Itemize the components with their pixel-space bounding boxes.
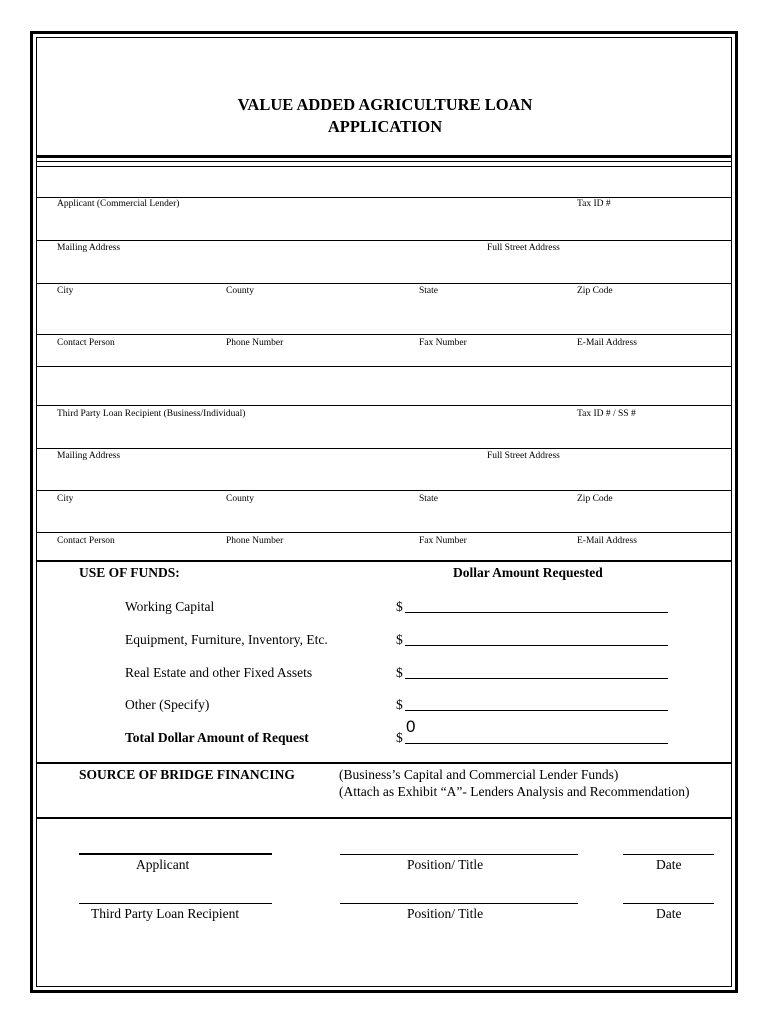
currency-symbol: $: [396, 697, 403, 712]
form-title-line1: VALUE ADDED AGRICULTURE LOAN: [237, 95, 533, 114]
bridge-financing-line1: (Business’s Capital and Commercial Lender Funds): [339, 767, 619, 782]
recipient-county-label: County: [226, 494, 254, 504]
applicant-position-label: Position/ Title: [407, 857, 484, 872]
recipient-state-label: State: [419, 494, 438, 504]
recipient-city-label: City: [57, 494, 74, 504]
applicant-city-label: City: [57, 286, 74, 296]
row-divider: [37, 240, 731, 241]
applicant-fax-label: Fax Number: [419, 338, 467, 348]
working-capital-amount-field[interactable]: [405, 612, 668, 613]
row-divider: [37, 334, 731, 335]
recipient-position-line[interactable]: [340, 903, 578, 904]
other-amount-field[interactable]: [405, 710, 668, 711]
row-divider: [37, 283, 731, 284]
currency-symbol: $: [396, 599, 403, 614]
section-divider: [37, 366, 731, 367]
title-rule-thick: [37, 155, 731, 158]
recipient-mailing-label: Mailing Address: [57, 451, 121, 461]
currency-symbol: $: [396, 665, 403, 680]
recipient-zip-label: Zip Code: [577, 494, 613, 504]
recipient-signature-label: Third Party Loan Recipient: [91, 906, 240, 921]
recipient-email-label: E-Mail Address: [577, 536, 637, 546]
recipient-phone-label: Phone Number: [226, 536, 284, 546]
real-estate-amount-field[interactable]: [405, 678, 668, 679]
recipient-fax-label: Fax Number: [419, 536, 467, 546]
applicant-tax-id-label: Tax ID #: [577, 199, 611, 209]
applicant-mailing-label: Mailing Address: [57, 243, 121, 253]
applicant-signature-label: Applicant: [136, 857, 190, 872]
recipient-tax-id-label: Tax ID # / SS #: [577, 409, 636, 419]
recipient-date-line[interactable]: [623, 903, 714, 904]
recipient-label: Third Party Loan Recipient (Business/Individual): [57, 409, 246, 419]
applicant-contact-label: Contact Person: [57, 338, 115, 348]
section-divider-thick: [37, 817, 731, 819]
working-capital-label: Working Capital: [125, 599, 215, 614]
row-divider: [37, 490, 731, 491]
recipient-date-label: Date: [656, 906, 682, 921]
section-divider-thick: [37, 762, 731, 764]
section-divider: [37, 166, 731, 167]
applicant-position-line[interactable]: [340, 854, 578, 855]
total-amount-label: Total Dollar Amount of Request: [125, 730, 309, 745]
dollar-amount-heading: Dollar Amount Requested: [453, 565, 603, 580]
applicant-county-label: County: [226, 286, 254, 296]
row-divider: [37, 405, 731, 406]
other-specify-label: Other (Specify): [125, 697, 210, 712]
title-rule-thin: [37, 161, 731, 162]
applicant-state-label: State: [419, 286, 438, 296]
currency-symbol: $: [396, 730, 403, 745]
applicant-email-label: E-Mail Address: [577, 338, 637, 348]
bridge-financing-heading: SOURCE OF BRIDGE FINANCING: [79, 767, 295, 782]
applicant-date-line[interactable]: [623, 854, 714, 855]
row-divider: [37, 532, 731, 533]
equipment-label: Equipment, Furniture, Inventory, Etc.: [125, 632, 328, 647]
bridge-financing-line2: (Attach as Exhibit “A”- Lenders Analysis and Recommendation): [339, 784, 690, 799]
applicant-phone-label: Phone Number: [226, 338, 284, 348]
equipment-amount-field[interactable]: [405, 645, 668, 646]
applicant-street-label: Full Street Address: [487, 243, 560, 253]
applicant-signature-line[interactable]: [79, 853, 272, 855]
use-of-funds-heading: USE OF FUNDS:: [79, 565, 180, 580]
form-title-line2: APPLICATION: [327, 117, 443, 136]
currency-symbol: $: [396, 632, 403, 647]
recipient-signature-line[interactable]: [79, 903, 272, 904]
real-estate-label: Real Estate and other Fixed Assets: [125, 665, 313, 680]
total-amount-value[interactable]: 0: [406, 717, 416, 736]
total-amount-field[interactable]: [405, 743, 668, 744]
section-divider-thick: [37, 560, 731, 562]
applicant-label: Applicant (Commercial Lender): [57, 199, 180, 209]
applicant-date-label: Date: [656, 857, 682, 872]
recipient-contact-label: Contact Person: [57, 536, 115, 546]
recipient-street-label: Full Street Address: [487, 451, 560, 461]
recipient-position-label: Position/ Title: [407, 906, 484, 921]
row-divider: [37, 448, 731, 449]
inner-border: [36, 37, 732, 987]
applicant-zip-label: Zip Code: [577, 286, 613, 296]
